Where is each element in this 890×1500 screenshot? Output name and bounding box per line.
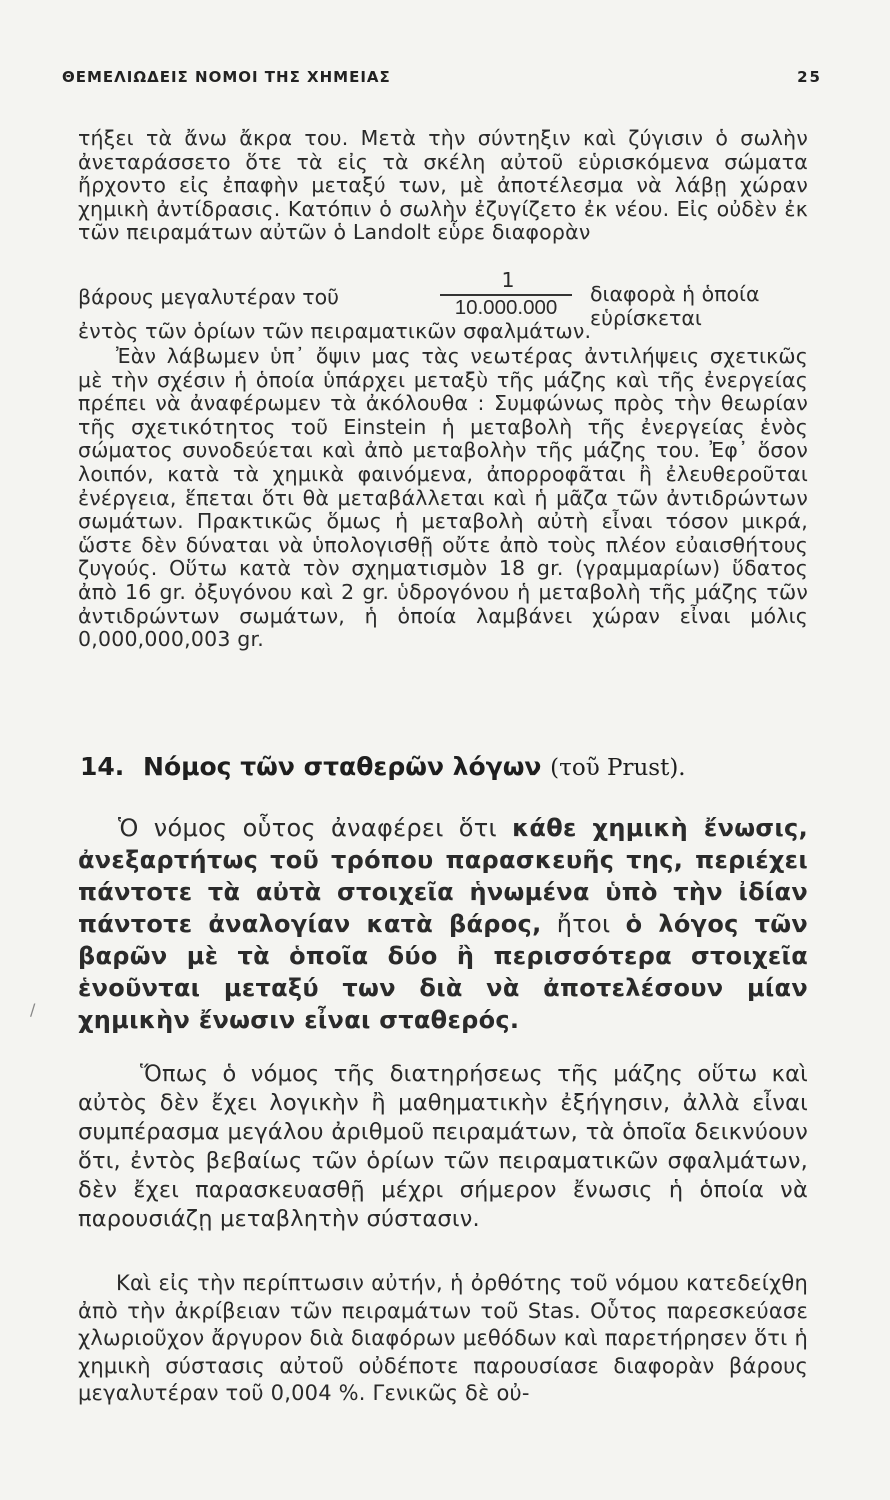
law-statement-2: ὁ λόγος τῶν βαρῶν μὲ τὰ ὁποῖα δύο ἢ περισσότερα στοιχεῖα ἑνοῦνται μεταξύ των διὰ νὰ ἀποτελέσουν μίαν χημικὴν ἔνωσιν εἶναι σταθερός. [78, 910, 809, 1034]
paragraph-einstein: Ἐὰν λάβωμεν ὑπ᾽ ὄψιν μας τὰς νεωτέρας ἀντιλήψεις σχετικῶς μὲ τὴν σχέσιν ἡ ὁποία ὑπάρχει μεταξὺ τῆς μάζης καὶ τῆς ἐνεργείας πρέπει νὰ ἀναφέρωμεν τὰ ἀκόλουθα : Συμφώνως πρὸς τὴν θεωρίαν τῆς σχετικότητος τοῦ Einstein ἡ μεταβολὴ τῆς ἐνεργείας ἑνὸς σώματος συνοδεύεται καὶ ἀπὸ μεταβολὴν τῆς μάζης του. Ἐφ᾽ ὅσον λοιπόν, κατὰ τὰ χημικὰ φαινόμενα, ἀπορροφᾶται ἢ ἐλευθεροῦται ἐνέργεια, ἕπεται ὅτι θὰ μεταβάλλεται καὶ ἡ μᾶζα τῶν ἀντιδρώντων σωμάτων. Πρακτικῶς ὅμως ἡ μεταβολὴ αὐτὴ εἶναι τόσον μικρά, ὥστε δὲν δύναται νὰ ὑπολογισθῇ οὔτε ἀπὸ τοὺς πλέον εὐαισθήτους ζυγούς. Οὕτω κατὰ τὸν σχηματισμὸν 18 gr. (γραμμαρίων) ὕδατος ἀπὸ 16 gr. ὀξυγόνου καὶ 2 gr. ὑδρογόνου ἡ μεταβολὴ τῆς μάζης τῶν ἀντιδρώντων σωμάτων, ἡ ὁποία λαμβάνει χώραν εἶναι μόλις 0,000,000,003 gr. [78, 344, 808, 652]
section-title: Νόμος τῶν σταθερῶν λόγων [143, 752, 542, 781]
law-middle: ἤτοι [556, 910, 611, 938]
paragraph-landolt-end: ἐντὸς τῶν ὁρίων τῶν πειραματικῶν σφαλμάτων. [78, 319, 592, 343]
section-number: 14. [80, 752, 125, 781]
fraction-denominator: 10.000.000 [454, 296, 558, 319]
paragraph-stas: Καὶ εἰς τὴν περίπτωσιν αὐτήν, ἡ ὀρθότης τοῦ νόμου κατεδείχθη ἀπὸ τὴν ἀκρίβειαν τῶν πειραμάτων τοῦ Stas. Οὗτος παρεσκεύασε χλωριοῦχον ἄργυρον διὰ διαφόρων μεθόδων καὶ παρετήρησεν ὅτι ἡ χημικὴ σύστασις αὐτοῦ οὐδέποτε παρουσίασε διαφορὰν βάρους μεγαλυτέραν τοῦ 0,004 %. Γενικῶς δὲ οὐ- [78, 1271, 808, 1405]
law-intro: Ὁ νόμος οὗτος ἀναφέρει ὅτι [118, 814, 497, 842]
section-attribution: (τοῦ Prust). [550, 755, 686, 781]
fraction-line-before: βάρους μεγαλυτέραν τοῦ [78, 285, 339, 309]
running-header-title: ΘΕΜΕΛΙΩΔΕΙΣ ΝΟΜΟΙ ΤΗΣ ΧΗΜΕΙΑΣ [62, 68, 391, 86]
page-number: 25 [797, 68, 822, 86]
paragraph-explanation: Ὅπως ὁ νόμος τῆς διατηρήσεως τῆς μάζης οὕτω καὶ αὐτὸς δὲν ἔχει λογικὴν ἢ μαθηματικὴν ἐξήγησιν, ἀλλὰ εἶναι συμπέρασμα μεγάλου ἀριθμοῦ πειραμάτων, τὰ ὁποῖα δεικνύουν ὅτι, ἐντὸς βεβαίως τῶν ὁρίων τῶν πειραματικῶν σφαλμάτων, δὲν ἔχει παρασκευασθῇ μέχρι σήμερον ἔνωσις ἡ ὁποία νὰ παρουσιάζῃ μεταβλητὴν σύστασιν. [78, 1061, 808, 1232]
running-header [62, 68, 822, 86]
law-statement: κάθε χημικὴ ἔνωσις, ἀνεξαρτήτως τοῦ τρόπου παρασκευῆς της, περιέχει πάντοτε τὰ αὐτὰ στοιχεῖα ἡνωμένα ὑπὸ τὴν ἰδίαν πάντοτε ἀναλογίαν κατὰ βάρος, [78, 814, 808, 938]
margin-mark: / [30, 1000, 36, 1019]
section-heading [80, 752, 820, 781]
paragraph-landolt: τήξει τὰ ἄνω ἄκρα του. Μετὰ τὴν σύντηξιν καὶ ζύγισιν ὁ σωλὴν ἀνεταράσσετο ὅτε τὰ εἰς τὰ σκέλη αὐτοῦ εὑρισκόμενα σώματα ἤρχοντο εἰς ἐπαφὴν μεταξύ των, μὲ ἀποτέλεσμα νὰ λάβῃ χώραν χημικὴ ἀντίδρασις. Κατόπιν ὁ σωλὴν ἐζυγίζετο ἐκ νέου. Εἰς οὐδὲν ἐκ τῶν πειραμάτων αὐτῶν ὁ Landolt εὗρε διαφορὰν [78, 126, 808, 245]
paragraph-law [78, 812, 808, 1036]
fraction-line-after: διαφορὰ ἡ ὁποία εὑρίσκεται [590, 282, 760, 330]
fraction-numerator: 1 [501, 268, 515, 292]
